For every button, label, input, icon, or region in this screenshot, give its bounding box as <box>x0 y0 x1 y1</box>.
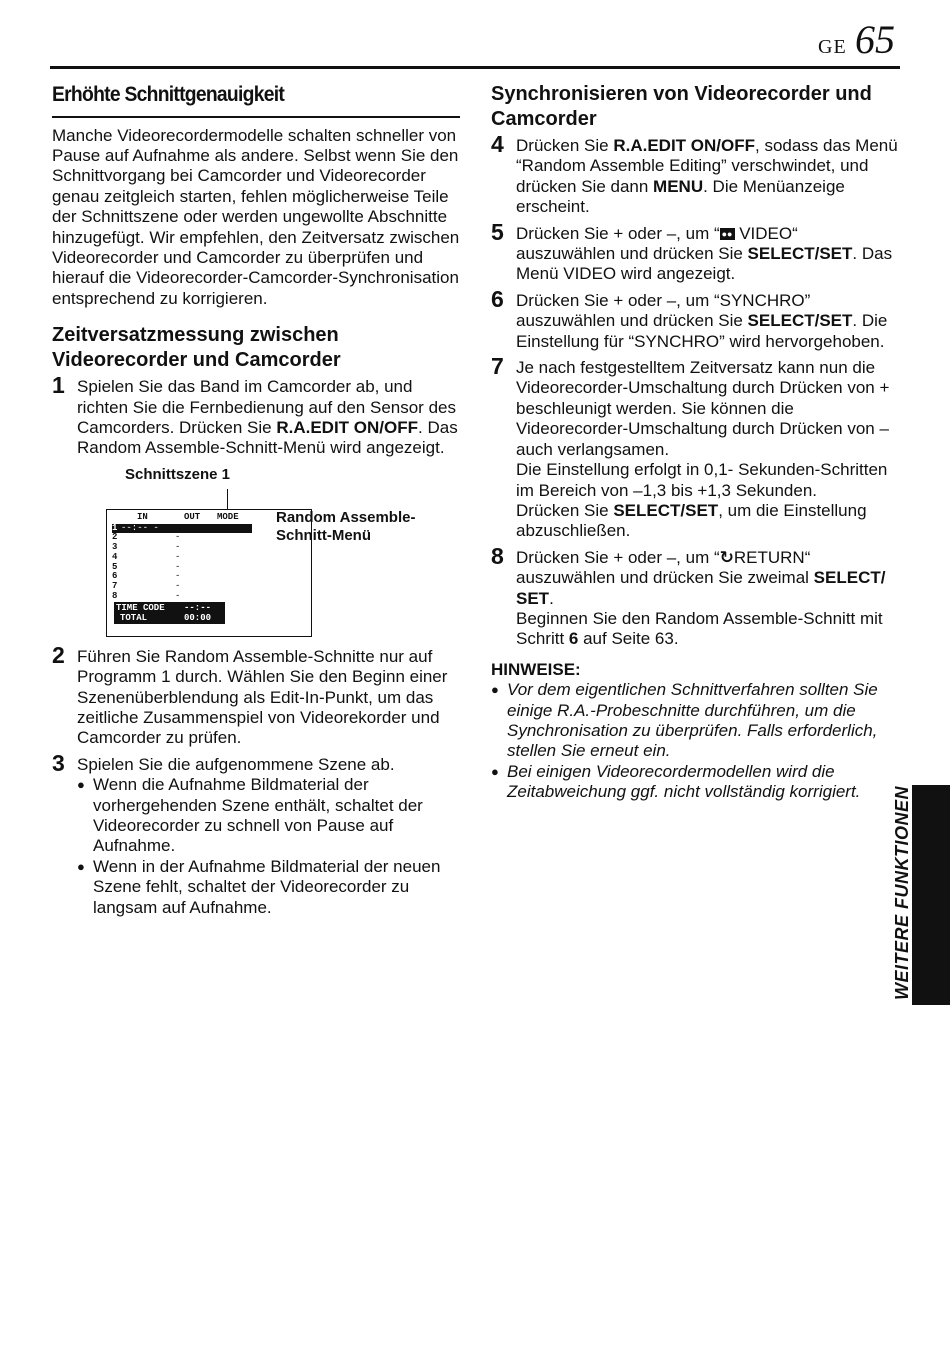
step-text: Spielen Sie das Band im Camcorder ab, und richten Sie die Fernbedienung auf den Sensor des Camcorders. Drücken Sie <box>77 377 456 437</box>
button-ref: SELECT/SET <box>747 244 853 264</box>
menu-row-1: 1 --:-- - <box>112 524 252 534</box>
note-item: ● Vor dem eigentlichen Schnittverfahren sollten Sie einige R.A.-Probeschnitte durchführen, um die Synchronisation zu überprüfen. Falls erforderlich, stellen Sie erneut ein. <box>491 680 901 762</box>
section-title-sync: Synchronisieren von Videorecorder und Camcorder <box>491 83 872 130</box>
return-icon: ↻ <box>719 547 734 567</box>
figure-label: Random Assemble-Schnitt-Menü <box>276 508 416 544</box>
notes-title: HINWEISE: <box>491 659 581 679</box>
section-title-rule <box>52 116 460 118</box>
timecode-value: --:-- <box>184 602 212 613</box>
button-ref: R.A.EDIT ON/OFF <box>276 417 419 437</box>
button-ref: MENU <box>653 176 704 196</box>
intro-paragraph: Manche Videorecordermodelle schalten schneller von Pause auf Aufnahme als andere. Selbst wenn Sie den Schnittvorgang bei Camcorder und Videorecorder genau zeitgleich starten, fehlen möglicherweise Teile der Schnittszene oder werden ungewollte Abschnitte hinzugefügt. Wir empfehlen, den Zeitversatz zwischen Videorecorder und Camcorder zu überprüfen und hierauf die Videorecorder-Camcorder-Synchronisation entsprechend zu korrigieren. <box>52 125 460 308</box>
total-label: TOTAL <box>120 612 148 623</box>
step-3 <box>52 749 460 918</box>
button-ref: SELECT/ SET <box>516 568 886 608</box>
step-1 <box>52 372 460 459</box>
menu-row: 7 - <box>112 580 181 591</box>
videocassette-icon: ●● <box>721 228 733 239</box>
step-number: 7 <box>491 353 504 380</box>
bullet-item: ● Wenn die Aufnahme Bildmaterial der vorhergehenden Szene enthält, schaltet der Videorecorder zu schnell von Pause auf Aufnahme. <box>77 775 460 857</box>
menu-footer <box>114 602 225 624</box>
step-4: 4 Drücken Sie R.A.EDIT ON/OFF, sodass das Menü “Random Assemble Editing” verschwindet, und drücken Sie dann MENU. Die Menüanzeige erscheint. <box>491 131 898 217</box>
figure-caption: Schnittszene 1 <box>125 465 231 483</box>
menu-row: 3 - <box>112 542 181 553</box>
side-tab-marker <box>912 785 950 1005</box>
section-title-accuracy: Erhöhte Schnittgenauigkeit <box>52 83 285 106</box>
page-number: 65 <box>855 17 895 62</box>
step-number: 4 <box>491 131 504 157</box>
col-in: IN <box>137 511 148 522</box>
menu-row: 2 - <box>112 532 181 543</box>
step-number: 5 <box>491 218 504 245</box>
step-2 <box>52 641 460 749</box>
menu-row: 5 - <box>112 561 181 572</box>
col-mode: MODE <box>217 511 239 522</box>
col-out: OUT <box>184 511 201 522</box>
step-number: 6 <box>491 285 504 312</box>
menu-rows <box>112 524 262 602</box>
menu-row: 8 - <box>112 590 181 601</box>
button-ref: SELECT/SET <box>747 311 853 331</box>
step-number: 1 <box>52 372 65 399</box>
step-8: 8 Drücken Sie + oder –, um “↻RETURN“ auszuwählen und drücken Sie zweimal SELECT/ SET. Beginnen Sie den Random Assemble-Schnitt mit Schritt 6 auf Seite 63. <box>491 542 886 649</box>
menu-row: 4 - <box>112 551 181 562</box>
step-number: 2 <box>52 641 65 668</box>
right-column <box>491 78 901 803</box>
note-item: ● Bei einigen Videorecordermodellen wird die Zeitabweichung ggf. nicht vollständig korrigiert. <box>491 762 901 803</box>
step-text: . Das Random Assemble-Schnitt-Menü wird angezeigt. <box>77 417 458 458</box>
language-code: GE <box>818 36 847 58</box>
button-ref: R.A.EDIT ON/OFF <box>613 136 755 155</box>
button-ref: SELECT/SET <box>613 500 719 520</box>
menu-figure <box>52 465 460 637</box>
side-tab-label: WEITERE FUNKTIONEN <box>892 786 912 1000</box>
total-value: 00:00 <box>184 612 212 623</box>
step-text: Führen Sie Random Assemble-Schnitte nur auf Programm 1 durch. Wählen Sie den Beginn einer Szenenüberblendung als Edit-In-Punkt, um das zeitliche Zusammenspiel von Videorekorder und Camcorder zu prüfen. <box>77 646 448 748</box>
timecode-label: TIME CODE <box>116 602 165 613</box>
section-title-measurement: Zeitversatzmessung zwischen Videorecorder und Camcorder <box>52 324 341 372</box>
step-6: 6 Drücken Sie + oder –, um “SYNCHRO” auszuwählen und drücken Sie SELECT/SET. Die Einstellung für “SYNCHRO” wird hervorgehoben. <box>491 285 888 351</box>
menu-row: 6 - <box>112 571 181 582</box>
step-7: 7 Je nach festgestelltem Zeitversatz kann nun die Videorecorder-Umschaltung durch Drücken von + beschleunigt werden. Sie können die Videorecorder-Umschaltung durch Drücken von – auch verlangsamen. Die Einstellung erfolgt in 0,1- Sekunden-Schritten im Bereich von –1,3 bis +1,3 Sekunden. Drücken Sie SELECT/SET, um die Einstellung abzuschließen. <box>491 353 890 541</box>
bullet-item: ● Wenn in der Aufnahme Bildmaterial der neuen Szene fehlt, schaltet der Videorecorder zu langsam auf Aufnahme. <box>77 857 460 918</box>
step-number: 3 <box>52 749 65 776</box>
step-text: Spielen Sie die aufgenommene Szene ab. <box>77 754 395 774</box>
step-5: 5 Drücken Sie + oder –, um “ ●● VIDEO“ auszuwählen und drücken Sie SELECT/SET. Das Menü VIDEO wird angezeigt. <box>491 218 893 284</box>
header-rule <box>50 66 900 69</box>
left-column <box>52 78 460 918</box>
step-number: 8 <box>491 542 504 569</box>
